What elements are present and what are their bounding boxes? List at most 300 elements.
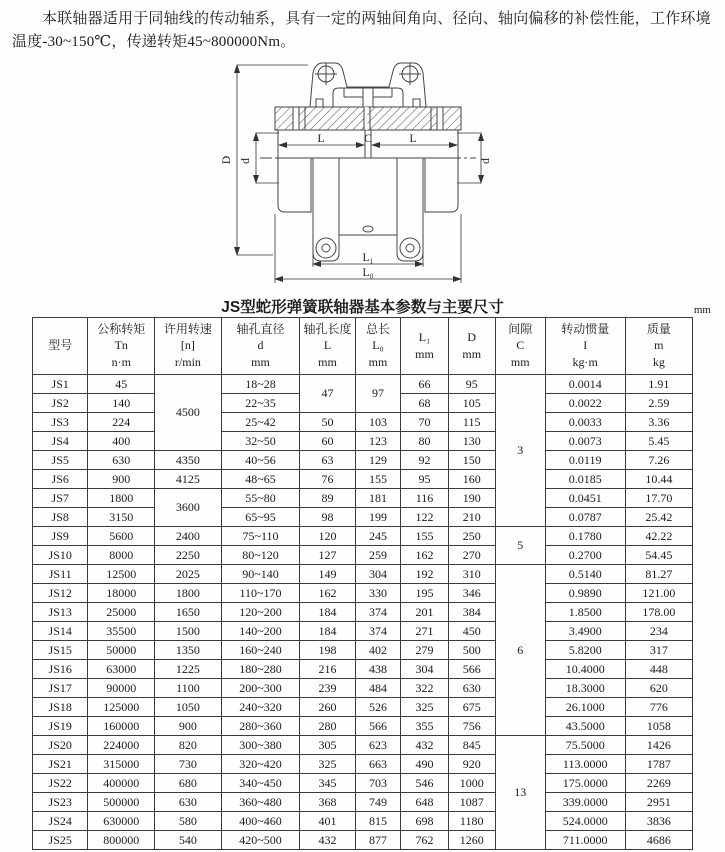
table-cell: 160 bbox=[448, 469, 495, 488]
table-cell: 178.00 bbox=[625, 602, 692, 621]
table-cell: 580 bbox=[155, 811, 222, 830]
table-cell: 546 bbox=[401, 773, 449, 792]
table-cell: JS19 bbox=[33, 716, 88, 735]
table-cell: 181 bbox=[355, 488, 401, 507]
table-header-row bbox=[33, 317, 693, 374]
table-cell: 250 bbox=[448, 526, 495, 545]
table-cell: 150 bbox=[448, 450, 495, 469]
table-cell: 1426 bbox=[625, 735, 692, 754]
table-cell: 355 bbox=[401, 716, 449, 735]
hub-lower-left bbox=[278, 158, 311, 212]
table-body bbox=[33, 374, 693, 849]
table-cell: 0.0185 bbox=[545, 469, 625, 488]
table-cell: 400000 bbox=[88, 773, 155, 792]
table-row bbox=[33, 602, 693, 621]
unit-note: mm bbox=[693, 303, 711, 316]
table-cell: 484 bbox=[355, 678, 401, 697]
table-cell: 10.4000 bbox=[545, 659, 625, 678]
table-cell: 620 bbox=[625, 678, 692, 697]
column-header: L₁ mm bbox=[401, 317, 449, 374]
table-cell: 4686 bbox=[625, 830, 692, 849]
cover-outline bbox=[310, 63, 426, 107]
table-cell: 259 bbox=[355, 545, 401, 564]
table-cell: 749 bbox=[355, 792, 401, 811]
label-L-left: L bbox=[317, 132, 325, 145]
table-cell: 1180 bbox=[448, 811, 495, 830]
table-cell: 200~300 bbox=[221, 678, 300, 697]
table-cell: 192 bbox=[401, 564, 449, 583]
bottom-bolt-left-outer bbox=[316, 238, 336, 258]
table-cell: 280 bbox=[300, 716, 355, 735]
table-cell: 224000 bbox=[88, 735, 155, 754]
table-cell: 155 bbox=[401, 526, 449, 545]
table-cell: 216 bbox=[300, 659, 355, 678]
table-cell: 18~28 bbox=[221, 374, 300, 393]
table-cell: 360~480 bbox=[221, 792, 300, 811]
table-cell: 0.1780 bbox=[545, 526, 625, 545]
table-cell: 5600 bbox=[88, 526, 155, 545]
table-cell: 438 bbox=[355, 659, 401, 678]
table-cell: 160000 bbox=[88, 716, 155, 735]
label-L1: L₁ bbox=[362, 251, 374, 264]
table-cell: 845 bbox=[448, 735, 495, 754]
table-cell: 4125 bbox=[155, 469, 222, 488]
table-cell: JS22 bbox=[33, 773, 88, 792]
table-cell: 75~110 bbox=[221, 526, 300, 545]
table-cell: 7.26 bbox=[625, 450, 692, 469]
table-cell: 105 bbox=[448, 393, 495, 412]
table-cell: JS1 bbox=[33, 374, 88, 393]
table-cell: 121.00 bbox=[625, 583, 692, 602]
table-cell: 1800 bbox=[88, 488, 155, 507]
table-cell: JS10 bbox=[33, 545, 88, 564]
table-cell: 92 bbox=[401, 450, 449, 469]
table-cell: 122 bbox=[401, 507, 449, 526]
table-cell: 63 bbox=[300, 450, 355, 469]
table-cell: 50 bbox=[300, 412, 355, 431]
table-cell: 1058 bbox=[625, 716, 692, 735]
table-cell: 711.0000 bbox=[545, 830, 625, 849]
table-cell: 0.0451 bbox=[545, 488, 625, 507]
table-cell: 401 bbox=[300, 811, 355, 830]
table-cell: JS9 bbox=[33, 526, 88, 545]
table-cell: 184 bbox=[300, 602, 355, 621]
table-cell: 540 bbox=[155, 830, 222, 849]
table-cell: 300~380 bbox=[221, 735, 300, 754]
table-cell: 127 bbox=[300, 545, 355, 564]
table-cell: 900 bbox=[88, 469, 155, 488]
table-cell: 2400 bbox=[155, 526, 222, 545]
table-cell: 162 bbox=[300, 583, 355, 602]
table-cell: 630 bbox=[448, 678, 495, 697]
table-cell: 317 bbox=[625, 640, 692, 659]
table-cell: 0.0073 bbox=[545, 431, 625, 450]
table-cell: 201 bbox=[401, 602, 449, 621]
table-cell: 698 bbox=[401, 811, 449, 830]
table-cell: 526 bbox=[355, 697, 401, 716]
table-cell: 920 bbox=[448, 754, 495, 773]
table-row bbox=[33, 545, 693, 564]
table-cell: 239 bbox=[300, 678, 355, 697]
flange-section bbox=[275, 107, 461, 130]
table-cell: 1260 bbox=[448, 830, 495, 849]
intro-paragraph: 本联轴器适用于同轴线的传动轴系，具有一定的两轴间角向、径向、轴向偏移的补偿性能，工作环境温度-30~150℃，传递转矩45~800000Nm。 bbox=[12, 11, 711, 51]
table-cell: 13 bbox=[495, 735, 545, 849]
table-cell: JS12 bbox=[33, 583, 88, 602]
table-cell: 55~80 bbox=[221, 488, 300, 507]
table-row bbox=[33, 716, 693, 735]
table-cell: 820 bbox=[155, 735, 222, 754]
table-cell: 160~240 bbox=[221, 640, 300, 659]
table-cell: 199 bbox=[355, 507, 401, 526]
table-cell: 1350 bbox=[155, 640, 222, 659]
table-cell: 113.0000 bbox=[545, 754, 625, 773]
table-cell: 140~200 bbox=[221, 621, 300, 640]
table-cell: 320~420 bbox=[221, 754, 300, 773]
label-d-left: d bbox=[240, 157, 252, 164]
column-header: 轴孔长度 L mm bbox=[300, 317, 355, 374]
table-row bbox=[33, 583, 693, 602]
table-cell: 0.0787 bbox=[545, 507, 625, 526]
table-cell: 1500 bbox=[155, 621, 222, 640]
table-cell: 703 bbox=[355, 773, 401, 792]
table-cell: JS7 bbox=[33, 488, 88, 507]
table-cell: 675 bbox=[448, 697, 495, 716]
table-cell: 81.27 bbox=[625, 564, 692, 583]
label-d-right: d bbox=[480, 157, 492, 164]
table-cell: 271 bbox=[401, 621, 449, 640]
table-row bbox=[33, 678, 693, 697]
table-cell: 35500 bbox=[88, 621, 155, 640]
cover-screw-right bbox=[413, 99, 420, 107]
table-area bbox=[0, 317, 725, 850]
table-row bbox=[33, 792, 693, 811]
table-row bbox=[33, 450, 693, 469]
table-row bbox=[33, 773, 693, 792]
table-cell: 800000 bbox=[88, 830, 155, 849]
table-row bbox=[33, 697, 693, 716]
table-title: JS型蛇形弹簧联轴器基本参数与主要尺寸 bbox=[221, 298, 504, 316]
table-cell: 630 bbox=[155, 792, 222, 811]
table-cell: 432 bbox=[401, 735, 449, 754]
table-cell: 68 bbox=[401, 393, 449, 412]
table-cell: 524.0000 bbox=[545, 811, 625, 830]
table-cell: 4350 bbox=[155, 450, 222, 469]
label-C: C bbox=[364, 132, 372, 145]
table-cell: 98 bbox=[300, 507, 355, 526]
table-cell: 95 bbox=[401, 469, 449, 488]
table-cell: 3150 bbox=[88, 507, 155, 526]
table-cell: 180~280 bbox=[221, 659, 300, 678]
table-cell: 0.0119 bbox=[545, 450, 625, 469]
table-cell: 2951 bbox=[625, 792, 692, 811]
table-cell: 0.9890 bbox=[545, 583, 625, 602]
table-cell: 198 bbox=[300, 640, 355, 659]
table-cell: 123 bbox=[355, 431, 401, 450]
table-cell: JS25 bbox=[33, 830, 88, 849]
table-cell: 0.5140 bbox=[545, 564, 625, 583]
table-cell: 125000 bbox=[88, 697, 155, 716]
table-cell: 345 bbox=[300, 773, 355, 792]
table-cell: 384 bbox=[448, 602, 495, 621]
table-cell: JS3 bbox=[33, 412, 88, 431]
table-cell: 42.22 bbox=[625, 526, 692, 545]
table-cell: 89 bbox=[300, 488, 355, 507]
table-cell: 566 bbox=[448, 659, 495, 678]
table-cell: 110~170 bbox=[221, 583, 300, 602]
table-cell: 325 bbox=[300, 754, 355, 773]
table-cell: 3 bbox=[495, 374, 545, 526]
table-cell: 155 bbox=[355, 469, 401, 488]
table-cell: 374 bbox=[355, 621, 401, 640]
table-cell: 6 bbox=[495, 564, 545, 735]
table-cell: 2025 bbox=[155, 564, 222, 583]
parameters-table bbox=[32, 317, 693, 850]
cover-screw-left bbox=[316, 99, 323, 107]
table-cell: 95 bbox=[448, 374, 495, 393]
table-cell: 43.5000 bbox=[545, 716, 625, 735]
table-cell: 3.4900 bbox=[545, 621, 625, 640]
table-cell: 25~42 bbox=[221, 412, 300, 431]
column-header: D mm bbox=[448, 317, 495, 374]
table-cell: 66 bbox=[401, 374, 449, 393]
table-cell: 234 bbox=[625, 621, 692, 640]
table-cell: 5 bbox=[495, 526, 545, 564]
table-cell: 815 bbox=[355, 811, 401, 830]
table-cell: 60 bbox=[300, 431, 355, 450]
table-cell: 420~500 bbox=[221, 830, 300, 849]
column-header: 质量 m kg bbox=[625, 317, 692, 374]
table-cell: 149 bbox=[300, 564, 355, 583]
table-cell: 90000 bbox=[88, 678, 155, 697]
table-cell: 25000 bbox=[88, 602, 155, 621]
grease-hole bbox=[363, 226, 373, 232]
table-cell: 162 bbox=[401, 545, 449, 564]
label-D: D bbox=[221, 155, 233, 164]
column-header: 公称转矩 Tn n·m bbox=[88, 317, 155, 374]
table-cell: JS13 bbox=[33, 602, 88, 621]
table-cell: 1087 bbox=[448, 792, 495, 811]
table-cell: 402 bbox=[355, 640, 401, 659]
table-cell: 120~200 bbox=[221, 602, 300, 621]
table-cell: 70 bbox=[401, 412, 449, 431]
table-cell: 325 bbox=[401, 697, 449, 716]
table-cell: 304 bbox=[355, 564, 401, 583]
table-cell: 3.36 bbox=[625, 412, 692, 431]
table-cell: 630000 bbox=[88, 811, 155, 830]
table-cell: 140 bbox=[88, 393, 155, 412]
table-cell: 22~35 bbox=[221, 393, 300, 412]
table-cell: 3600 bbox=[155, 488, 222, 526]
table-row bbox=[33, 488, 693, 507]
table-row bbox=[33, 659, 693, 678]
table-cell: 280~360 bbox=[221, 716, 300, 735]
table-cell: 25.42 bbox=[625, 507, 692, 526]
table-cell: 1.91 bbox=[625, 374, 692, 393]
coupling-drawing bbox=[0, 55, 725, 293]
table-cell: JS4 bbox=[33, 431, 88, 450]
table-cell: 12500 bbox=[88, 564, 155, 583]
table-cell: 279 bbox=[401, 640, 449, 659]
table-cell: 130 bbox=[448, 431, 495, 450]
table-cell: 315000 bbox=[88, 754, 155, 773]
table-cell: 26.1000 bbox=[545, 697, 625, 716]
table-row bbox=[33, 412, 693, 431]
table-cell: 47 bbox=[300, 374, 355, 412]
table-cell: 175.0000 bbox=[545, 773, 625, 792]
table-cell: 40~56 bbox=[221, 450, 300, 469]
table-cell: 18.3000 bbox=[545, 678, 625, 697]
table-cell: 0.0014 bbox=[545, 374, 625, 393]
table-cell: 190 bbox=[448, 488, 495, 507]
table-cell: 8000 bbox=[88, 545, 155, 564]
table-cell: 80 bbox=[401, 431, 449, 450]
column-header: 总长 L₀ mm bbox=[355, 317, 401, 374]
table-cell: 400 bbox=[88, 431, 155, 450]
table-row bbox=[33, 431, 693, 450]
table-row bbox=[33, 754, 693, 773]
table-row bbox=[33, 469, 693, 488]
table-row bbox=[33, 640, 693, 659]
table-cell: 663 bbox=[355, 754, 401, 773]
table-cell: 400~460 bbox=[221, 811, 300, 830]
table-cell: 339.0000 bbox=[545, 792, 625, 811]
table-cell: 305 bbox=[300, 735, 355, 754]
table-cell: 103 bbox=[355, 412, 401, 431]
table-cell: 490 bbox=[401, 754, 449, 773]
table-cell: 450 bbox=[448, 621, 495, 640]
column-header: 型号 bbox=[33, 317, 88, 374]
table-cell: JS18 bbox=[33, 697, 88, 716]
table-cell: 432 bbox=[300, 830, 355, 849]
table-cell: 0.2700 bbox=[545, 545, 625, 564]
table-cell: 63000 bbox=[88, 659, 155, 678]
boss-left bbox=[313, 235, 339, 261]
table-cell: 90~140 bbox=[221, 564, 300, 583]
table-cell: 648 bbox=[401, 792, 449, 811]
table-cell: 762 bbox=[401, 830, 449, 849]
table-cell: 45 bbox=[88, 374, 155, 393]
table-cell: 54.45 bbox=[625, 545, 692, 564]
table-cell: 50000 bbox=[88, 640, 155, 659]
table-cell: JS24 bbox=[33, 811, 88, 830]
bottom-bolt-right-outer bbox=[400, 238, 420, 258]
table-cell: JS23 bbox=[33, 792, 88, 811]
table-cell: 330 bbox=[355, 583, 401, 602]
table-cell: 1100 bbox=[155, 678, 222, 697]
table-cell: 730 bbox=[155, 754, 222, 773]
column-header: 间隙 C mm bbox=[495, 317, 545, 374]
table-cell: 900 bbox=[155, 716, 222, 735]
table-cell: JS20 bbox=[33, 735, 88, 754]
table-cell: 630 bbox=[88, 450, 155, 469]
table-cell: 776 bbox=[625, 697, 692, 716]
table-cell: 340~450 bbox=[221, 773, 300, 792]
table-cell: 97 bbox=[355, 374, 401, 412]
table-cell: 346 bbox=[448, 583, 495, 602]
table-cell: 0.0033 bbox=[545, 412, 625, 431]
table-cell: 310 bbox=[448, 564, 495, 583]
table-cell: 224 bbox=[88, 412, 155, 431]
table-cell: 1050 bbox=[155, 697, 222, 716]
table-cell: 10.44 bbox=[625, 469, 692, 488]
coupling-section-diagram bbox=[213, 57, 513, 293]
table-row bbox=[33, 621, 693, 640]
table-cell: 270 bbox=[448, 545, 495, 564]
table-row bbox=[33, 374, 693, 393]
table-row bbox=[33, 830, 693, 849]
table-cell: 2269 bbox=[625, 773, 692, 792]
table-cell: 75.5000 bbox=[545, 735, 625, 754]
table-title-bar bbox=[0, 295, 725, 317]
table-cell: 120 bbox=[300, 526, 355, 545]
table-row bbox=[33, 526, 693, 545]
table-cell: JS17 bbox=[33, 678, 88, 697]
table-cell: 48~65 bbox=[221, 469, 300, 488]
label-L-right: L bbox=[409, 132, 417, 145]
table-cell: 18000 bbox=[88, 583, 155, 602]
table-cell: 260 bbox=[300, 697, 355, 716]
table-cell: JS6 bbox=[33, 469, 88, 488]
table-cell: 1000 bbox=[448, 773, 495, 792]
table-cell: 32~50 bbox=[221, 431, 300, 450]
table-cell: 566 bbox=[355, 716, 401, 735]
table-cell: 368 bbox=[300, 792, 355, 811]
table-cell: 5.45 bbox=[625, 431, 692, 450]
table-row bbox=[33, 811, 693, 830]
table-cell: 3836 bbox=[625, 811, 692, 830]
table-cell: 76 bbox=[300, 469, 355, 488]
table-cell: JS8 bbox=[33, 507, 88, 526]
table-cell: 756 bbox=[448, 716, 495, 735]
table-cell: 195 bbox=[401, 583, 449, 602]
table-cell: 1225 bbox=[155, 659, 222, 678]
table-cell: 322 bbox=[401, 678, 449, 697]
table-cell: 1787 bbox=[625, 754, 692, 773]
table-row bbox=[33, 507, 693, 526]
table-cell: 116 bbox=[401, 488, 449, 507]
table-cell: 1650 bbox=[155, 602, 222, 621]
table-cell: 4500 bbox=[155, 374, 222, 450]
table-cell: 80~120 bbox=[221, 545, 300, 564]
table-cell: 374 bbox=[355, 602, 401, 621]
table-cell: 245 bbox=[355, 526, 401, 545]
table-row bbox=[33, 564, 693, 583]
table-cell: 210 bbox=[448, 507, 495, 526]
table-cell: 448 bbox=[625, 659, 692, 678]
table-cell: 500000 bbox=[88, 792, 155, 811]
table-cell: 1.8500 bbox=[545, 602, 625, 621]
table-cell: 65~95 bbox=[221, 507, 300, 526]
bottom-bolt-right-inner bbox=[406, 244, 414, 252]
table-cell: JS16 bbox=[33, 659, 88, 678]
table-cell: 115 bbox=[448, 412, 495, 431]
table-cell: 17.70 bbox=[625, 488, 692, 507]
column-header: 轴孔直径 d mm bbox=[221, 317, 300, 374]
table-cell: 500 bbox=[448, 640, 495, 659]
table-cell: 0.0022 bbox=[545, 393, 625, 412]
table-cell: JS5 bbox=[33, 450, 88, 469]
table-cell: JS15 bbox=[33, 640, 88, 659]
table-cell: 877 bbox=[355, 830, 401, 849]
table-cell: 680 bbox=[155, 773, 222, 792]
table-cell: 2250 bbox=[155, 545, 222, 564]
hub-lower-right bbox=[425, 158, 458, 212]
table-cell: JS21 bbox=[33, 754, 88, 773]
table-cell: 623 bbox=[355, 735, 401, 754]
column-header: 许用转速 [n] r/min bbox=[155, 317, 222, 374]
table-cell: 1800 bbox=[155, 583, 222, 602]
